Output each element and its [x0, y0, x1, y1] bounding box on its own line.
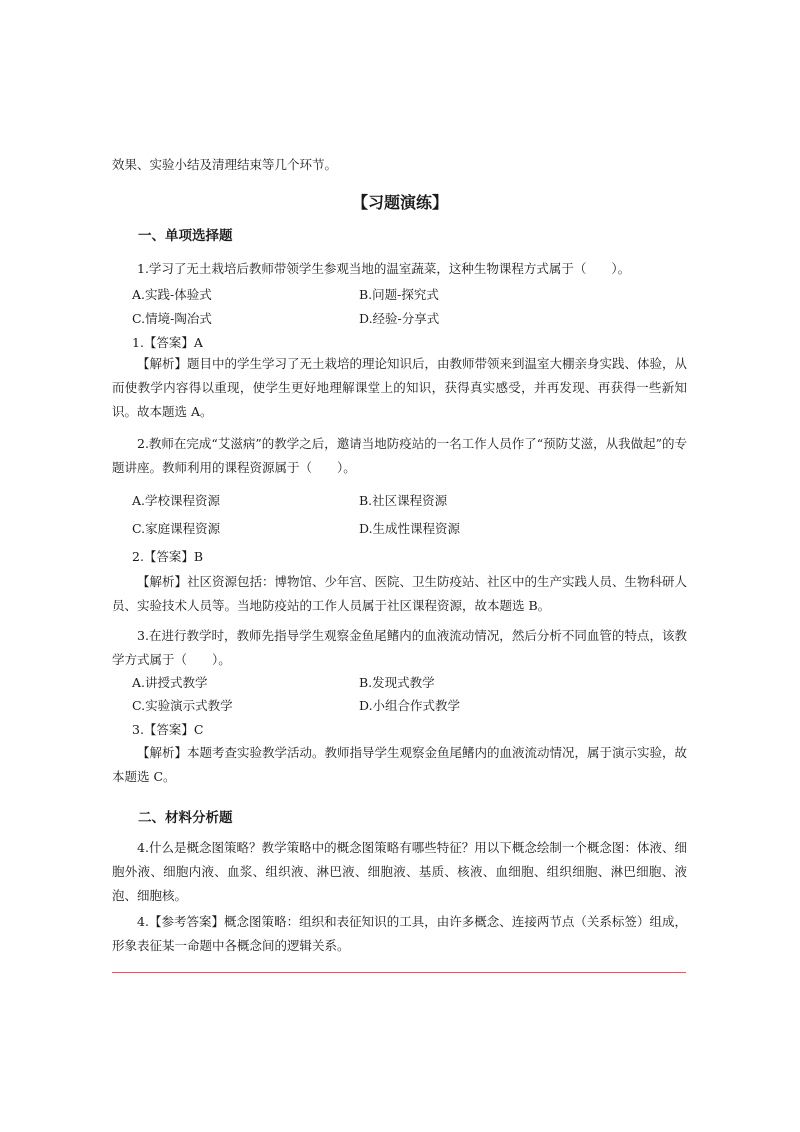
q2-analysis: 【解析】社区资源包括：博物馆、少年宫、医院、卫生防疫站、社区中的生产实践人员、生物科研人员、实验技术人员等。当地防疫站的工作人员属于社区课程资源，故本题选 B。 [112, 574, 688, 613]
q2-option-d: D.生成性课程资源 [359, 521, 461, 536]
q2-option-b: B.社区课程资源 [359, 493, 448, 508]
question-4-stem: 4.什么是概念图策略？教学策略中的概念图策略有哪些特征？用以下概念绘制一个概念图：体液、细胞外液、细胞内液、血浆、组织液、淋巴液、细胞液、基质、核液、血细胞、组织细胞、淋巴细胞、液泡、细胞核。 [112, 840, 687, 903]
q1-option-b: B.问题-探究式 [359, 287, 439, 302]
q3-option-c: C.实验演示式教学 [132, 698, 233, 713]
q3-option-d: D.小组合作式教学 [359, 698, 461, 713]
q3-option-b: B.发现式教学 [359, 675, 435, 690]
q1-option-d: D.经验-分享式 [359, 311, 440, 326]
q1-option-c: C.情境-陶冶式 [132, 311, 212, 326]
question-2-stem: 2.教师在完成“艾滋病”的教学之后，邀请当地防疫站的一名工作人员作了“预防艾滋，从我做起”的专题讲座。教师利用的课程资源属于（ ）。 [112, 436, 687, 475]
question-1-stem: 1.学习了无土栽培后教师带领学生参观当地的温室蔬菜，这种生物课程方式属于（ ）。 [137, 261, 631, 276]
q3-analysis: 【解析】本题考查实验教学活动。教师指导学生观察金鱼尾鳍内的血液流动情况，属于演示实验，故本题选 C。 [112, 745, 688, 784]
question-3-stem: 3.在进行教学时，教师先指导学生观察金鱼尾鳍内的血液流动情况，然后分析不同血管的特点，该教学方式属于（ ）。 [112, 628, 687, 667]
q3-option-a: A.讲授式教学 [132, 675, 208, 690]
q1-analysis: 【解析】题目中的学生学习了无土栽培的理论知识后，由教师带领来到温室大棚亲身实践、体验，从而使教学内容得以重现，使学生更好地理解课堂上的知识，获得真实感受，并再发现、再获得一些新知识。故本题选 A。 [112, 356, 688, 419]
q4-answer: 4.【参考答案】概念图策略：组织和表征知识的工具，由许多概念、连接两节点（关系标签）组成，形象表征某一命题中各概念间的逻辑关系。 [112, 914, 687, 953]
q2-option-a: A.学校课程资源 [132, 493, 221, 508]
q1-answer: 1.【答案】A [132, 335, 203, 350]
part2-heading: 二、材料分析题 [138, 810, 233, 826]
q3-answer: 3.【答案】C [132, 722, 204, 737]
q1-option-a: A.实践-体验式 [132, 287, 212, 302]
intro-text: 效果、实验小结及清理结束等几个环节。 [112, 157, 338, 172]
q2-option-c: C.家庭课程资源 [132, 521, 221, 536]
section-title: 【习题演练】 [351, 193, 448, 212]
footer-divider [112, 972, 686, 973]
part1-heading: 一、单项选择题 [138, 228, 233, 244]
q2-answer: 2.【答案】B [132, 549, 204, 564]
